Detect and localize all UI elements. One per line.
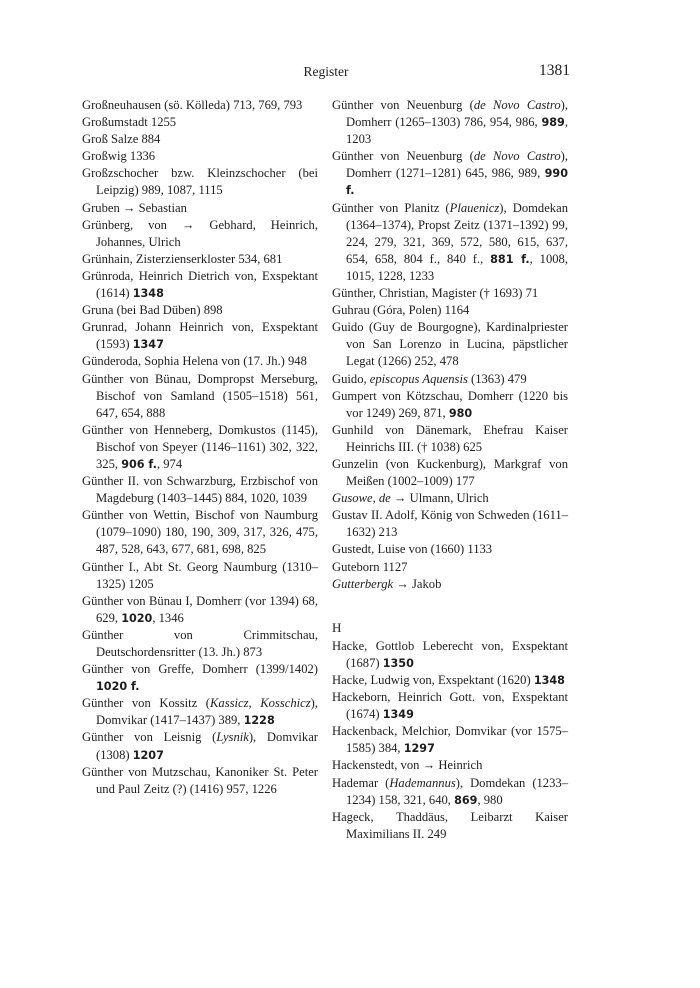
entry-text: Günther von Neuenburg ( [332,149,474,164]
entry-text: Guido, [332,371,370,386]
index-entry [332,809,568,843]
entry-text: Günther, Christian, Magister († 1693) 71 [332,286,539,301]
index-entry [82,268,318,302]
entry-text: Hageck, Thaddäus, Leibarzt Kaiser Maximilians II. 249 [332,809,568,841]
index-entry [332,757,568,774]
entry-text: , 1008, 1015, 1228, 1233 [346,251,569,283]
italic-text: episcopus Aquensis [369,371,468,386]
index-entry [332,319,568,370]
running-title: Register [303,64,349,79]
entry-text: Hackenback, Melchior, Domvikar (vor 1575–1585) 384, [332,724,568,756]
section-letter: H [332,619,342,635]
entry-text: Großzschocher bzw. Kleinzschocher (bei Leipzig) 989, 1087, 1115 [82,166,318,198]
entry-text: ), Domdekan (1233–1234) 158, 321, 640, [346,775,568,807]
index-entry [332,388,568,422]
index-entry [82,353,318,370]
index-entry [82,593,318,627]
index-entry [332,576,568,593]
index-entry [332,672,568,689]
entry-text: Günther von Leisnig ( [82,730,217,745]
entry-text: Gustedt, Luise von (1660) 1133 [332,542,493,557]
bold-page-ref: 1207 [132,748,164,762]
entry-text: Günther von Kossitz ( [82,696,210,711]
entry-text: ), Domvikar (1308) [96,730,318,762]
index-entry [82,148,318,165]
index-entry [82,473,318,507]
index-entry [332,302,568,319]
bold-page-ref: 906 f. [121,457,157,471]
index-entry [82,251,318,268]
bold-page-ref: 1297 [403,742,435,756]
index-entry [332,97,568,148]
index-entry [82,559,318,593]
entry-text: ), Domherr (1265–1303) 786, 954, 986, [346,98,568,130]
entry-text: Günther von Mutzschau, Kanoniker St. Peter und Paul Zeitz (?) (1416) 957, 1226 [82,764,318,796]
entry-text: , 1203 [346,115,568,147]
entry-text: Günther von Bünau I, Domherr (vor 1394) 68, 629, [82,593,318,625]
entry-text: Günther von Greffe, Domherr (1399/1402) [82,662,318,677]
italic-text: Lysnik [216,730,249,745]
index-entry [82,729,318,763]
index-entry [332,723,568,757]
index-entry [82,695,318,729]
index-entries-g [332,97,568,593]
index-entry [82,627,318,661]
bold-page-ref: 1348 [533,674,565,687]
index-entry [82,302,318,319]
index-entry [82,200,318,217]
index-entry [332,638,568,672]
index-entry [82,507,318,558]
entry-text: → Ulmann, Ulrich [390,491,489,506]
entry-text: Gunzelin (von Kuckenburg), Markgraf von Meißen (1002–1009) 177 [332,456,568,489]
bold-page-ref: 980 [448,406,473,420]
index-entry [82,319,318,353]
bold-page-ref: 1228 [243,714,275,728]
entry-text: Günther von Crimmitschau, Deutschordensritter (13. Jh.) 873 [82,627,318,659]
index-entry [332,148,568,199]
index-entry [82,131,318,148]
entry-text: Grünhain, Zisterzienserkloster 534, 681 [82,251,283,266]
index-entry [332,371,568,388]
entry-text: , 1346 [152,610,184,625]
page-number: 1381 [539,62,570,79]
index-entry [82,371,318,422]
index-entry [82,114,318,131]
entry-text: Günther von Bünau, Dompropst Merseburg, Bischof von Samland (1505–1518) 561, 647, 654, 888 [82,371,318,420]
entry-text: → Jakob [393,576,442,591]
italic-text: de Novo Castro [473,98,561,112]
index-entry [82,764,318,798]
entry-text: Hackenstedt, von → Heinrich [332,758,483,773]
bold-page-ref: 1350 [382,656,414,670]
italic-text: Kassicz [210,696,249,711]
entry-text: Grünberg, von → Gebhard, Heinrich, Johannes, Ulrich [82,217,318,249]
entry-text: Gunhild von Dänemark, Ehefrau Kaiser Heinrichs III. († 1038) 625 [332,422,568,454]
index-entry [82,165,318,199]
bold-page-ref: 1348 [132,287,164,301]
index-entries-h [332,638,568,843]
entry-text: ), Domdekan (1364–1374), Propst Zeitz (1371–1392) 99, 224, 279, 321, 369, 572, 580, 615, 637, 654, 658, 804 f., 840 f., [346,200,568,266]
entry-text: Hademar ( [332,775,390,790]
italic-text: Gusowe, de [332,491,391,506]
index-entry [82,661,318,695]
entry-text: Gumpert von Kötzschau, Domherr (1220 bis vor 1249) 269, 871, [332,388,568,420]
bold-page-ref: 1349 [382,708,414,722]
entry-text: Hackeborn, Heinrich Gott. von, Exspektant (1674) [332,690,568,722]
italic-text: Gutterbergk [332,576,394,591]
italic-text: Plauenicz [449,200,500,215]
entry-text: Günther von Neuenburg ( [332,98,474,112]
index-entry [332,285,568,302]
entry-text: Günther II. von Schwarzburg, Erzbischof von Magdeburg (1403–1445) 884, 1020, 1039 [82,474,318,506]
entry-text: Gruna (bei Bad Düben) 898 [82,303,223,318]
entry-text: Günther von Planitz ( [332,200,450,215]
entry-text: Gruben → Sebastian [82,200,187,215]
entry-text: Günther I., Abt St. Georg Naumburg (1310–1325) 1205 [82,559,318,591]
index-entry [332,507,568,541]
italic-text: Kosschicz [260,696,311,711]
entry-text: , [248,696,261,711]
bold-page-ref: 881 f. [490,252,530,266]
entry-text: Hacke, Gottlob Leberecht von, Exspektant (1687) [332,638,568,670]
index-entry [332,775,568,809]
entry-text: Grunrad, Johann Heinrich von, Exspektant (1593) [82,320,318,352]
index-entry [82,422,318,473]
entry-text: ), Domherr (1271–1281) 645, 986, 989, [346,149,568,181]
entry-text: , 974 [156,456,183,471]
entry-text: Günther von Henneberg, Domkustos (1145), Bischof von Speyer (1146–1161) 302, 322, 325, [82,422,318,471]
entry-text: (1363) 479 [467,371,527,386]
index-column-left [82,97,318,798]
index-entry [332,541,568,558]
index-entry [82,97,318,114]
index-entry [332,422,568,456]
entry-text: Hacke, Ludwig von, Exspektant (1620) [332,673,534,687]
italic-text: de Novo Castro [473,149,561,164]
italic-text: Hademannus [389,775,456,790]
index-entry [332,456,568,490]
entry-text: Großwig 1336 [82,149,156,164]
index-entry [82,217,318,251]
index-entry [332,200,568,285]
bold-page-ref: 990 f. [346,167,568,198]
entry-text: Günther von Wettin, Bischof von Naumburg (1079–1090) 180, 190, 309, 317, 326, 475, 487, 528, 643, 677, 681, 698, 825 [82,508,318,557]
entry-text: Guido (Guy de Bourgogne), Kardinalpriester von San Lorenzo in Lucina, päpstlicher Legat (1266) 252, 478 [332,320,568,369]
entry-text: Großumstadt 1255 [82,115,177,130]
index-column-right [332,97,568,843]
bold-page-ref: 989 [541,116,565,130]
page-header [82,62,570,82]
entry-text: Großneuhausen (sö. Kölleda) 713, 769, 793 [82,98,303,112]
entry-text: Grünroda, Heinrich Dietrich von, Exspektant (1614) [82,268,318,301]
entry-text: Gustav II. Adolf, König von Schweden (1611–1632) 213 [332,508,568,540]
entry-text: Günderoda, Sophia Helena von (17. Jh.) 948 [82,354,307,369]
index-entry [332,689,568,723]
index-entry [332,559,568,576]
bold-page-ref: 869 [454,793,478,807]
entry-text: Guteborn 1127 [332,559,408,574]
bold-page-ref: 1347 [132,338,164,352]
bold-page-ref: 1020 [121,611,153,625]
entry-text: ), Domvikar (1417–1437) 389, [96,696,318,728]
entry-text: Guhrau (Góra, Polen) 1164 [332,303,470,318]
entry-text: , 980 [477,792,503,807]
index-entry [332,490,568,507]
bold-page-ref: 1020 f. [96,680,140,694]
entry-text: Groß Salze 884 [82,132,161,147]
